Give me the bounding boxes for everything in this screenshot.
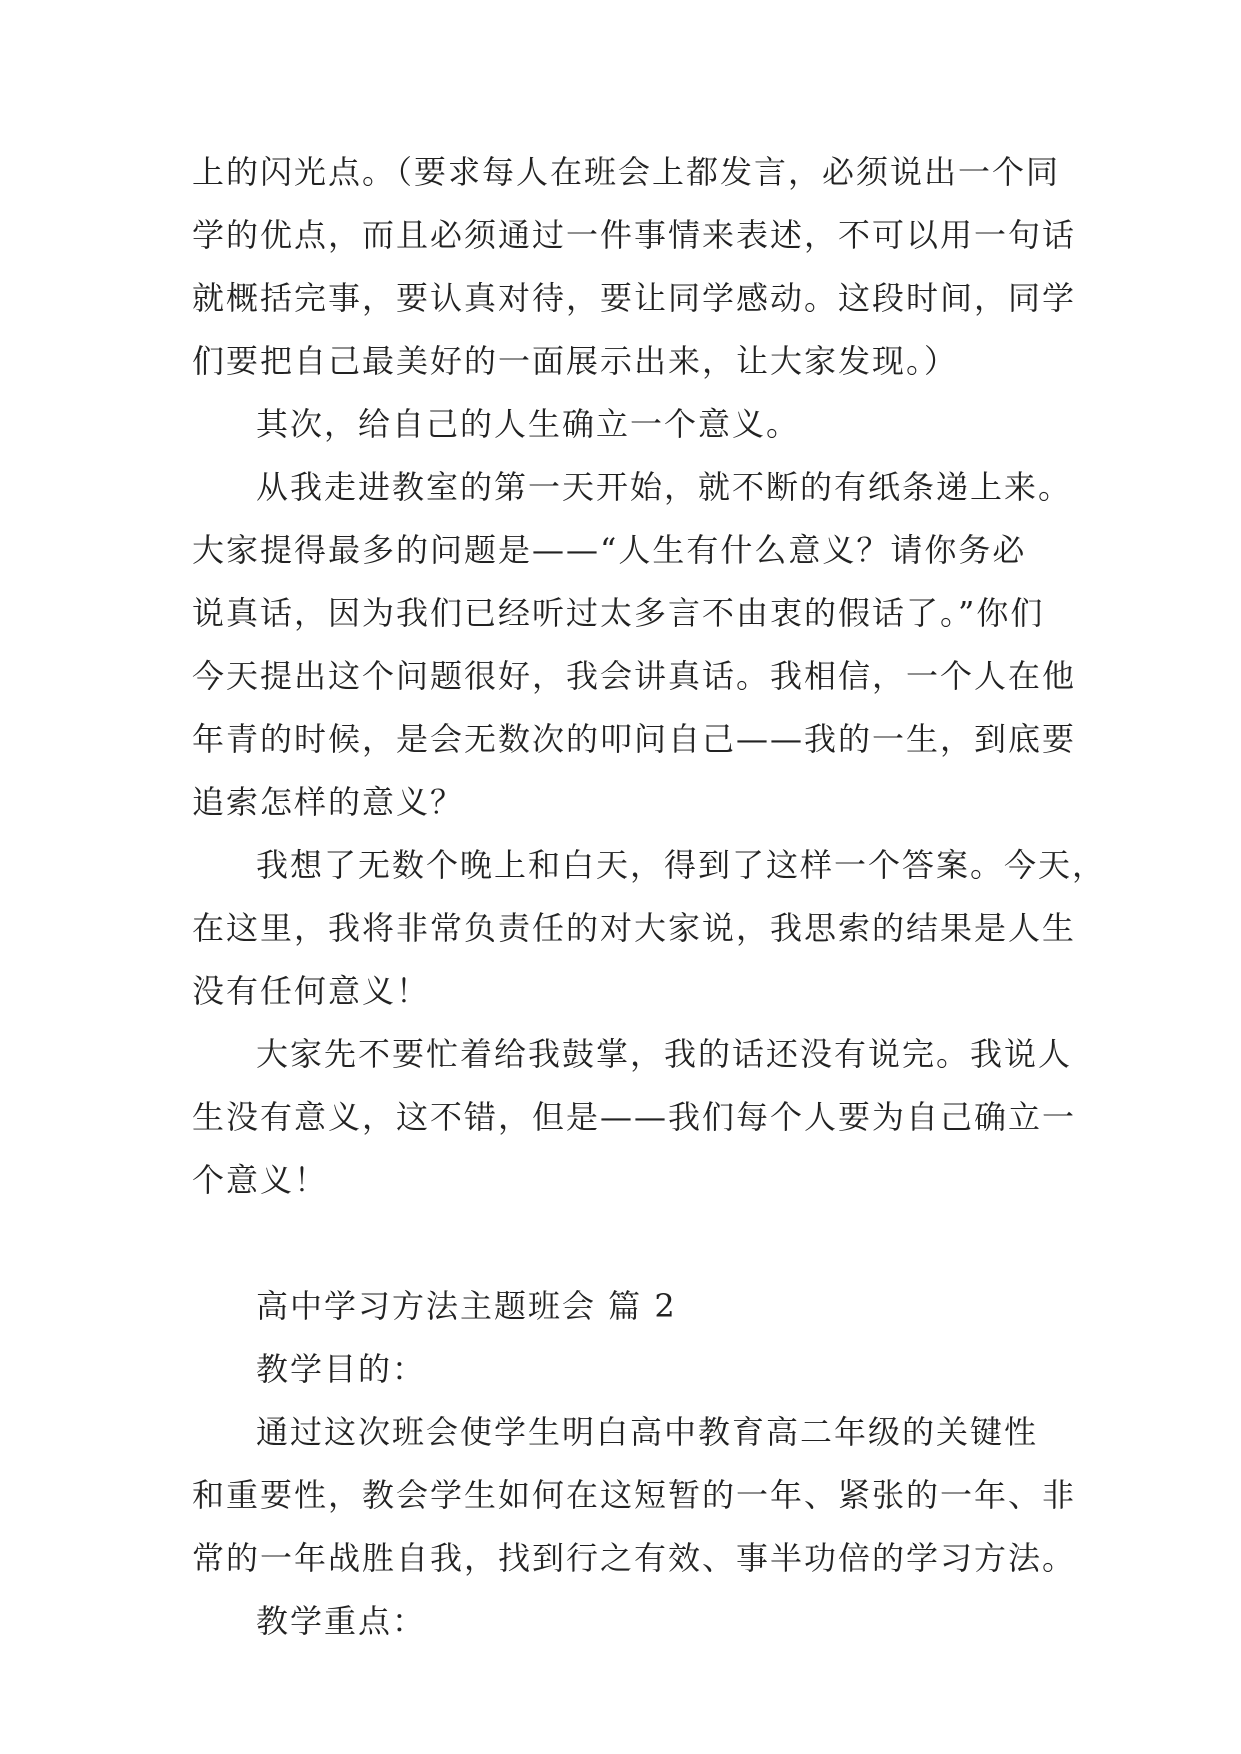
paragraph-line: 追索怎样的意义？ [192, 783, 465, 821]
paragraph-line: 生没有意义，这不错，但是——我们每个人要为自己确立一 [192, 1098, 1077, 1136]
paragraph-line: 和重要性，教会学生如何在这短暂的一年、紧张的一年、非 [192, 1476, 1077, 1514]
section-heading: 高中学习方法主题班会 篇 2 [256, 1287, 677, 1325]
paragraph-line: 年青的时候，是会无数次的叩问自己——我的一生，到底要 [192, 720, 1077, 758]
paragraph-line: 我想了无数个晚上和白天，得到了这样一个答案。今天， [256, 846, 1107, 884]
paragraph-line: 大家先不要忙着给我鼓掌，我的话还没有说完。我说人 [256, 1035, 1073, 1073]
paragraph-line: 个意义！ [192, 1161, 329, 1199]
paragraph-line: 从我走进教室的第一天开始，就不断的有纸条递上来。 [256, 468, 1073, 506]
paragraph-line: 通过这次班会使学生明白高中教育高二年级的关键性 [256, 1413, 1039, 1451]
paragraph-line: 教学重点： [256, 1602, 427, 1640]
paragraph-line: 学的优点，而且必须通过一件事情来表述，不可以用一句话 [192, 216, 1077, 254]
paragraph-line: 没有任何意义！ [192, 972, 431, 1010]
paragraph-line: 其次，给自己的人生确立一个意义。 [256, 405, 801, 443]
paragraph-line: 说真话，因为我们已经听过太多言不由衷的假话了。”你们 [192, 594, 1045, 632]
paragraph-line: 大家提得最多的问题是——“人生有什么意义？请你务必 [192, 531, 1027, 569]
paragraph-line: 就概括完事，要认真对待，要让同学感动。这段时间，同学 [192, 279, 1077, 317]
paragraph-line: 常的一年战胜自我，找到行之有效、事半功倍的学习方法。 [192, 1539, 1077, 1577]
paragraph-line: 在这里，我将非常负责任的对大家说，我思索的结果是人生 [192, 909, 1077, 947]
paragraph-line: 教学目的： [256, 1350, 427, 1388]
paragraph-line: 今天提出这个问题很好，我会讲真话。我相信，一个人在他 [192, 657, 1077, 695]
paragraph-line: 上的闪光点。（要求每人在班会上都发言，必须说出一个同 [192, 153, 1061, 191]
paragraph-line: 们要把自己最美好的一面展示出来，让大家发现。） [192, 342, 959, 380]
